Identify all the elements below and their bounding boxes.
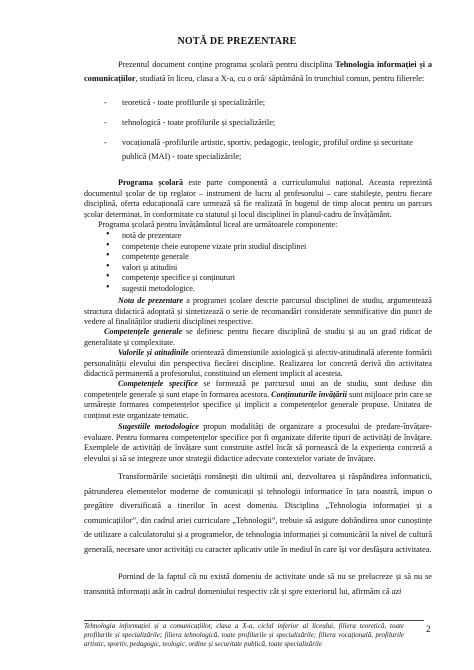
components-list bbox=[104, 231, 404, 294]
transformari-paragraph: Transformările societății românești din ultimii ani, dezvoltarea și răspândirea informaticii, pătrunderea elementelor moderne de comunicații și tehnologii informatice în țara noastră, impun o pregătire diversificată a tinerilor în acest domeniu. Disciplina „Tehnologia informației și a comunicațiilor”, din cadrul ariei curriculare „Tehnologii”, trebuie să asigure dobândirea unor cunoștințe de utilizare a calculatorului și a programelor, de tehnologia informației și comunicării la nivel de cultură generală, necesare unor activități cu caracter aplicativ utile în mediul în care își vor desfășura activitatea. bbox=[84, 472, 432, 554]
filiere-list bbox=[104, 96, 432, 164]
continuturi-term: Conținuturile învățării bbox=[271, 389, 347, 399]
specifice-text: se formează pe parcursul unui an de studiu, sunt deduse din competențele generale și sunt etape în formarea acestora. bbox=[84, 379, 433, 399]
intro-text-end: , studiată în liceu, clasa a X-a, cu o oră/ săptămână în trunchiul comun, pentru filierele: bbox=[135, 74, 425, 83]
discipline-name: Tehnologia informației și a comunicațiilor bbox=[84, 60, 433, 83]
specifice-term: Competențele specifice bbox=[118, 379, 198, 388]
list-item: • competențe cheie europene vizate prin studiul disciplinei bbox=[104, 242, 404, 253]
programa-term: Programa școlară bbox=[118, 178, 184, 187]
generale-paragraph bbox=[84, 327, 432, 348]
pornind-italic: azi bbox=[391, 586, 402, 596]
intro-paragraph bbox=[84, 58, 432, 86]
list-item: - vocațională -profilurile artistic, sportiv, pedagogic, teologic, profilul ordine și securitate publică (MAI) - toate specializările; bbox=[104, 136, 432, 164]
page-number: 2 bbox=[426, 624, 431, 634]
generale-term: Competențele generale bbox=[104, 327, 183, 336]
valori-term: Valorile și atitudinile bbox=[118, 348, 189, 357]
list-item: • notă de prezentare bbox=[104, 231, 404, 242]
nota-text: a programei școlare descrie parcursul disciplinei de studiu, argumentează structura didactică adoptată și sintetizează o serie de recomandări considerate semnificative din punct de vedere al finalităților studierii disciplinei respective. bbox=[84, 296, 432, 326]
specifice-text-end: sunt mijloace prin care se urmărește formarea competențelor specifice și implicit a competențelor generale propuse. Unitatea de conținut este organizate tematic. bbox=[84, 389, 432, 420]
page-footer: Tehnologia informației și a comunicațiilor, clasa a X-a, ciclul inferior al liceului, filiera teoretică, toate profilurile și specializările; filiera tehnologică, toate profilurile și specializările; filiera vocațională, profilurile artistic, sportiv, pedagogic, teologic, ordine și securitate publică, toate specializările bbox=[84, 622, 404, 648]
generale-text: se definesc pentru fiecare disciplină de studiu și au un grad ridicat de generalitate și complexitate. bbox=[84, 327, 433, 347]
list-item: • sugestii metodologice. bbox=[104, 284, 404, 295]
sugestii-text: propun modalități de organizare a procesului de predare-învățare-evaluare. Pentru formarea competențelor specifice pot fi organizate diferite tipuri de activități de învățare. Exemplele de activități de învățare sunt construite astfel încât să pornească de la experiența concretă a elevului și să se integreze unor strategii didactice adecvate contextelor variate de învățare. bbox=[84, 422, 432, 463]
list-item: - tehnologică - toate profilurile și specializările; bbox=[104, 116, 432, 130]
nota-paragraph bbox=[84, 296, 432, 328]
sugestii-paragraph bbox=[84, 422, 432, 464]
valori-paragraph bbox=[84, 348, 432, 380]
list-item: • competențe generale bbox=[104, 252, 404, 263]
pornind-paragraph bbox=[84, 570, 432, 599]
sugestii-term: Sugestiile metodologice bbox=[118, 422, 199, 431]
footer-divider bbox=[84, 620, 424, 621]
specifice-paragraph bbox=[84, 379, 432, 421]
components-intro: Programa școlară pentru învățământul liceal are următoarele componente: bbox=[98, 220, 338, 229]
list-item: - teoretică - toate profilurile și specializările; bbox=[104, 96, 432, 110]
programa-paragraph bbox=[84, 178, 432, 220]
valori-text: orientează dimensiunile axiologică și afectiv-atitudinală aferente formării personalității elevului din perspectiva fiecărei discipline. Realizarea lor concretă derivă din activitatea didactică permanentă a profesorului, constituind un element implicit al acesteia. bbox=[84, 348, 432, 378]
pornind-text: Pornind de la faptul că nu există domeniu de activitate unde să nu se prelucreze și să nu se transmită informații atât în cadrul domeniului respectiv cât și spre exteriorul lui, afirmăm că bbox=[84, 572, 432, 596]
programa-text: este parte componentă a curriculumului național. Aceasta reprezintă documentul școlar de tip reglator – instrument de lucru al profesorului – care stabilește, pentru fiecare disciplină, oferta educațională care urmează să fie realizată în bugetul de timp alocat pentru un parcurs școlar determinat, în conformitate cu statutul și locul disciplinei în planul-cadru de învățământ. bbox=[84, 178, 432, 219]
list-item: • competențe specifice și conținuturi bbox=[104, 273, 404, 284]
list-item: • valori și atitudini bbox=[104, 263, 404, 274]
nota-term: Nota de prezentare bbox=[118, 296, 184, 305]
page-title: NOTĂ DE PREZENTARE bbox=[177, 36, 297, 47]
intro-text: Prezentul document conține programa școlară pentru disciplina bbox=[118, 60, 336, 69]
